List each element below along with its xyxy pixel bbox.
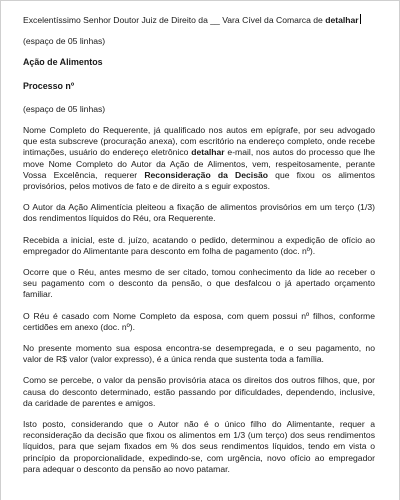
- paragraph-decision: Recebida a inicial, este d. juízo, acatando o pedido, determinou a expedição de ofício ao empregador do Alimentante para desconto em folha de pagamento (doc. nº).: [23, 234, 375, 256]
- page-border-top: [0, 0, 400, 1]
- email-placeholder: detalhar: [191, 147, 225, 158]
- intro-text-b: e-mail, nos autos do processo que lhe move Nome Completo do Autor da Ação de Alimentos, vem, respeitosamente, perante Vossa Excelência, requerer: [23, 147, 375, 180]
- paragraph-income: No presente momento sua esposa encontra-se desempregada, e o seu pagamento, no valor de R$ valor (valor expresso), é a única renda que sustenta toda a família.: [23, 343, 375, 365]
- intro-text-c: que fixou os alimentos provisórios, pelos motivos de fato e de direito a s eguir expostos.: [23, 169, 375, 192]
- paragraph-petition: O Autor da Ação Alimentícia pleiteou a fixação de alimentos provisórios em um terço (1/3) dos rendimentos líquidos do Réu, ora Requerente.: [23, 202, 375, 224]
- paragraph-discovery: Ocorre que o Réu, antes mesmo de ser citado, tomou conhecimento da lide ao receber o seu pagamento com o desconto da pensão, o que desfalcou o já apertado orçamento familiar.: [23, 267, 375, 300]
- spacing-note-2: (espaço de 05 linhas): [23, 103, 106, 114]
- request-title: Reconsideração da Decisão: [144, 169, 269, 180]
- document-body[interactable]: [23, 14, 375, 485]
- paragraph-hardship: Como se percebe, o valor da pensão provisória ataca os direitos dos outros filhos, que, por causa do desconto determinado, estão passando por dificuldades, dependendo, inclusive, da caridade de parentes e amigos.: [23, 375, 375, 408]
- address-paragraph: [23, 14, 375, 26]
- page-border-left: [0, 0, 1, 500]
- document-title: Ação de Alimentos: [23, 57, 103, 68]
- address-placeholder: detalhar: [325, 15, 359, 25]
- intro-text-a: Nome Completo do Requerente, já qualificado nos autos em epígrafe, por seu advogado que esta subscreve (procuração anexa), com escritório na endereço completo, onde recebe intimações, usuário do endereço eletrônico: [23, 125, 375, 158]
- paragraph-family: O Réu é casado com Nome Completo da esposa, com quem possui nº filhos, conforme certidões em anexo (doc. nº).: [23, 310, 375, 332]
- intro-paragraph: [23, 125, 375, 192]
- spacing-note-1: (espaço de 05 linhas): [23, 36, 106, 47]
- address-text: Excelentíssimo Senhor Doutor Juiz de Direito da __ Vara Cível da Comarca de: [23, 15, 323, 25]
- paragraph-request: Isto posto, considerando que o Autor não é o único filho do Alimentante, requer a reconsideração da decisão que fixou os alimentos em 1/3 (um terço) dos seus rendimentos líquidos, para que sejam fixados em % dos seus rendimentos líquidos, tendo em vista o princípio da proporcionalidade, expedindo-se, com urgência, novo ofício ao empregador para adequar o desconto da pensão ao novo patamar.: [23, 419, 375, 474]
- process-number-label: Processo nº: [23, 80, 75, 91]
- text-cursor: [360, 14, 361, 24]
